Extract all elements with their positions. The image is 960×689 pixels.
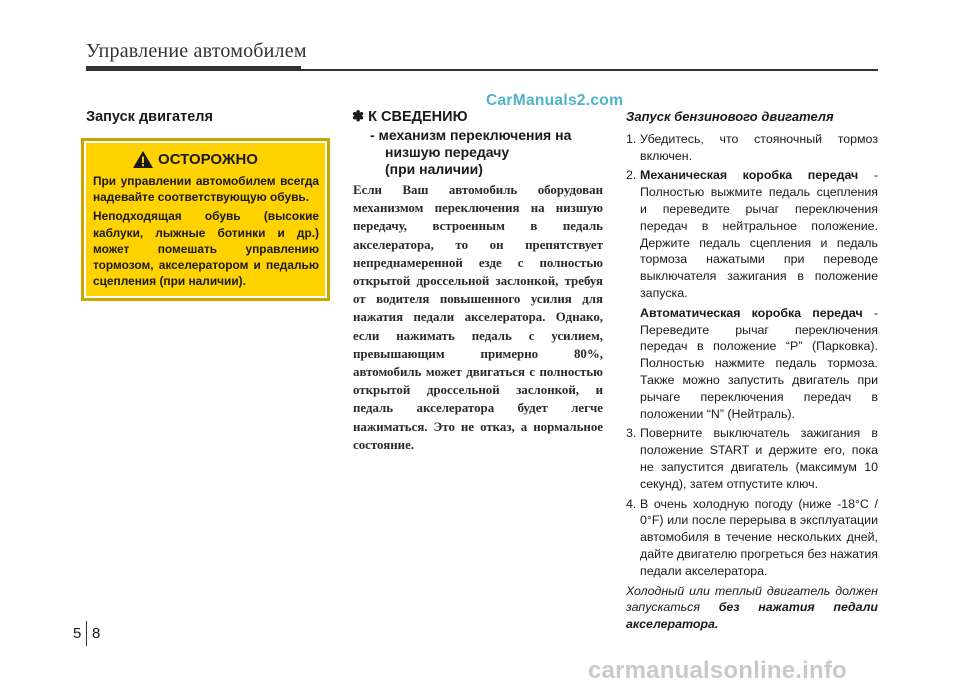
warning-triangle-icon: [132, 150, 154, 169]
ending-note: [626, 583, 878, 633]
note-subtitle-line-2: низшую передачу: [385, 144, 510, 160]
manual-transmission-text: - Полностью выжмите педаль сцепления и переведите рычаг переключения передач в нейтральное положение. Держите педаль сцепления и педаль тормоза нажатыми при переводе выключателя зажигания в положение запуска.: [640, 168, 879, 300]
step-text: Поверните выключатель зажигания в положение START и держите его, пока не запустится двигатель (максимум 10 секунд), затем отпустите ключ.: [640, 426, 878, 491]
note-subtitle: [370, 127, 571, 178]
ending-note-text: Холодный или теплый двигатель должен запускаться: [626, 583, 878, 615]
page-number-separator: [86, 621, 87, 646]
page-header-title: Управление автомобилем: [86, 40, 307, 62]
step-1: [626, 131, 878, 165]
section-title: Запуск двигателя: [86, 109, 213, 125]
step-text: Убедитесь, что стояночный тормоз включен.: [640, 131, 878, 163]
gasoline-start-title: Запуск бензинового двигателя: [626, 109, 834, 124]
warning-inner: [86, 143, 325, 296]
step-3: [626, 425, 878, 492]
step-number: 4.: [626, 496, 637, 511]
step-4: [626, 496, 878, 580]
step-2: [626, 167, 878, 301]
step-number: 1.: [626, 131, 637, 146]
warning-paragraph-2: Неподходящая обувь (высокие каблуки, лыжные ботинки и др.) может помешать управлению тормозом, акселератором и педалью сцепления (при наличии).: [93, 209, 319, 289]
automatic-transmission-block: [640, 305, 878, 423]
automatic-transmission-label: Автоматическая коробка передач: [640, 305, 863, 320]
header-rule: [86, 69, 878, 71]
step-text: В очень холодную погоду (ниже -18°C / 0°F) или после перерыва в эксплуатации автомобиля в течение нескольких дней, дайте двигателю прогреться без нажатия педали акселератора.: [640, 496, 878, 578]
manual-transmission-label: Механическая коробка передач: [640, 168, 859, 183]
page-number: 8: [92, 625, 101, 642]
chapter-number: 5: [73, 625, 82, 642]
step-number: 2.: [626, 168, 637, 183]
note-body: Если Ваш автомобиль оборудован механизмом переключения на низшую передачу, встроенным в педаль акселератора, то он препятствует непреднамеренной езде с полностью открытой дроссельной заслонкой, требуя от водителя повышенного усилия для нажатия педали акселератора. Однако, если нажимать педаль с усилием, превышающим примерно 80%, автомобиль может двигаться с полностью открытой дроссельной заслонкой, и педаль акселератора будет легче нажиматься. Это не отказ, а нормальное состояние.: [353, 183, 603, 452]
note-subtitle-line-3: (при наличии): [385, 161, 483, 177]
note-title: ✽ К СВЕДЕНИЮ: [352, 109, 468, 125]
automatic-transmission-text: - Переведите рычаг переключения передач в положение “P” (Парковка). Полностью нажмите педаль тормоза. Также можно запустить двигатель при рычаге переключения передач в положении “N” (Нейтраль).: [640, 305, 878, 421]
step-text: [640, 167, 878, 301]
watermark-bottom: carmanualsonline.info: [588, 657, 847, 684]
watermark-top: CarManuals2.com: [486, 92, 624, 109]
ending-note-bold: без нажатия педали акселератора.: [626, 600, 878, 632]
warning-paragraph-1: При управлении автомобилем всегда надевайте соответствующую обувь.: [93, 174, 319, 205]
warning-box: [81, 138, 330, 301]
step-number: 3.: [626, 426, 637, 441]
gasoline-start-column: [626, 109, 878, 633]
warning-header: [71, 150, 319, 169]
note-subtitle-line-1: - механизм переключения на: [370, 127, 572, 143]
warning-title: ОСТОРОЖНО: [158, 151, 258, 168]
